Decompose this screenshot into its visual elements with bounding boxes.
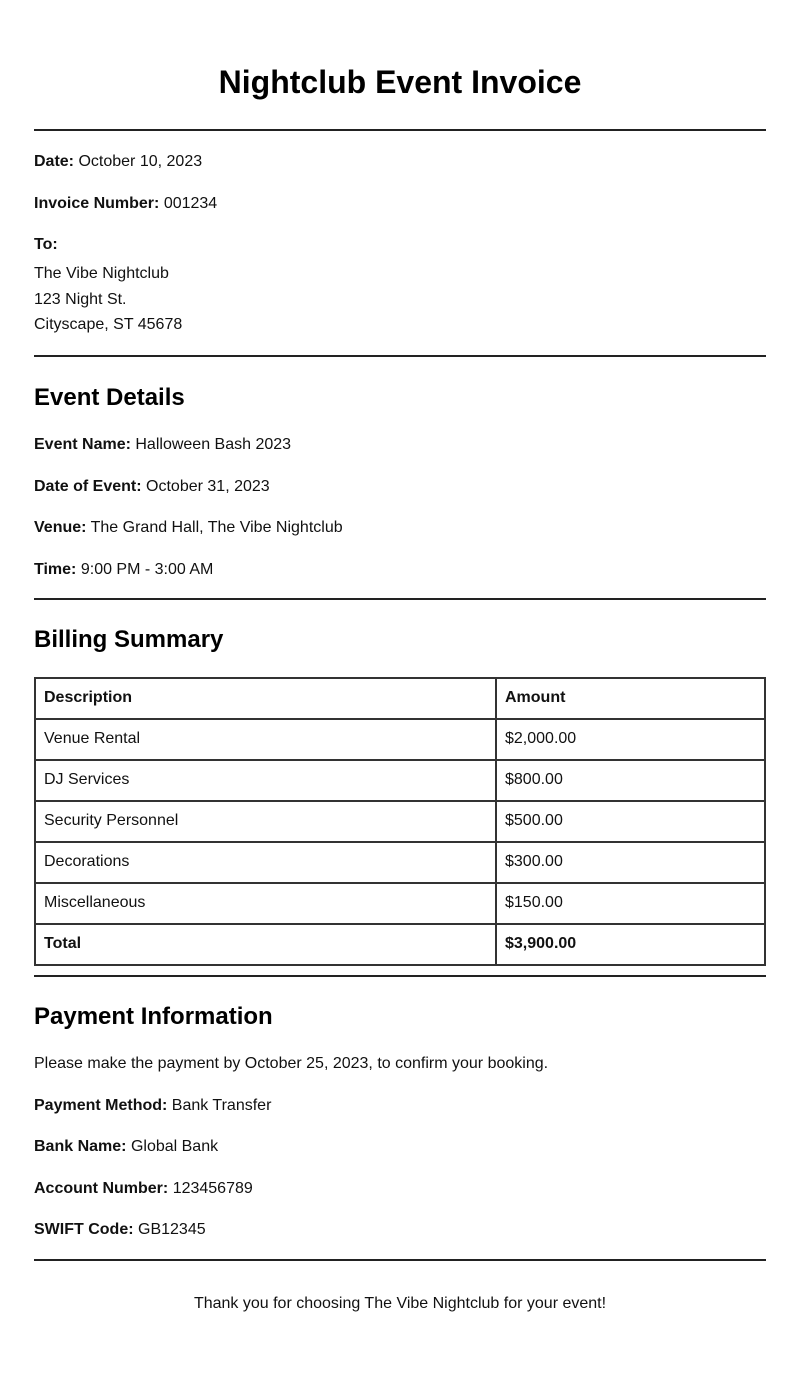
total-value: $3,900.00 <box>496 924 765 965</box>
divider <box>34 129 766 131</box>
billing-table <box>34 677 766 966</box>
row-description: Venue Rental <box>35 719 496 760</box>
invoice-date <box>34 152 766 172</box>
event-details-heading: Event Details <box>34 383 185 411</box>
billing-summary-heading: Billing Summary <box>34 625 224 653</box>
table-row <box>35 801 765 842</box>
recipient-address <box>34 261 766 338</box>
row-description: Decorations <box>35 842 496 883</box>
thank-you-note: Thank you for choosing The Vibe Nightclub for your event! <box>193 1294 607 1312</box>
invoice-number-value: 001234 <box>163 195 218 212</box>
column-header-description: Description <box>35 678 496 719</box>
row-description: Miscellaneous <box>35 883 496 924</box>
divider <box>34 355 766 357</box>
table-row <box>35 760 765 801</box>
row-description: Security Personnel <box>35 801 496 842</box>
payment-info-heading: Payment Information <box>34 1002 273 1030</box>
recipient-label: To: <box>34 236 58 253</box>
recipient-line-1: The Vibe Nightclub <box>34 265 169 282</box>
column-header-amount: Amount <box>496 678 765 719</box>
account-number: Account Number: 123456789 <box>34 1179 253 1197</box>
total-label: Total <box>35 924 496 965</box>
divider <box>34 1259 766 1261</box>
event-name: Event Name: Halloween Bash 2023 <box>34 435 292 453</box>
row-amount: $500.00 <box>496 801 765 842</box>
date-label: Date: <box>34 153 75 170</box>
event-date: Date of Event: October 31, 2023 <box>34 477 270 495</box>
divider <box>34 975 766 977</box>
row-description: DJ Services <box>35 760 496 801</box>
payment-method: Payment Method: Bank Transfer <box>34 1096 272 1114</box>
event-venue: Venue: The Grand Hall, The Vibe Nightclub <box>34 518 343 536</box>
swift-code: SWIFT Code: GB12345 <box>34 1220 206 1238</box>
invoice-number <box>34 194 766 214</box>
date-value: October 10, 2023 <box>78 153 203 170</box>
event-time: Time: 9:00 PM - 3:00 AM <box>34 560 214 578</box>
table-row <box>35 719 765 760</box>
recipient-line-3: Cityscape, ST 45678 <box>34 316 183 333</box>
row-amount: $300.00 <box>496 842 765 883</box>
invoice-title: Nightclub Event Invoice <box>218 64 582 100</box>
row-amount: $150.00 <box>496 883 765 924</box>
table-row <box>35 883 765 924</box>
table-row <box>35 842 765 883</box>
row-amount: $800.00 <box>496 760 765 801</box>
divider <box>34 598 766 600</box>
payment-note: Please make the payment by October 25, 2023, to confirm your booking. <box>34 1054 549 1072</box>
invoice-number-label: Invoice Number: <box>34 195 160 212</box>
row-amount: $2,000.00 <box>496 719 765 760</box>
table-header-row <box>35 678 765 719</box>
total-row <box>35 924 765 965</box>
bank-name: Bank Name: Global Bank <box>34 1137 219 1155</box>
invoice-page <box>34 0 766 1314</box>
recipient-line-2: 123 Night St. <box>34 290 127 308</box>
